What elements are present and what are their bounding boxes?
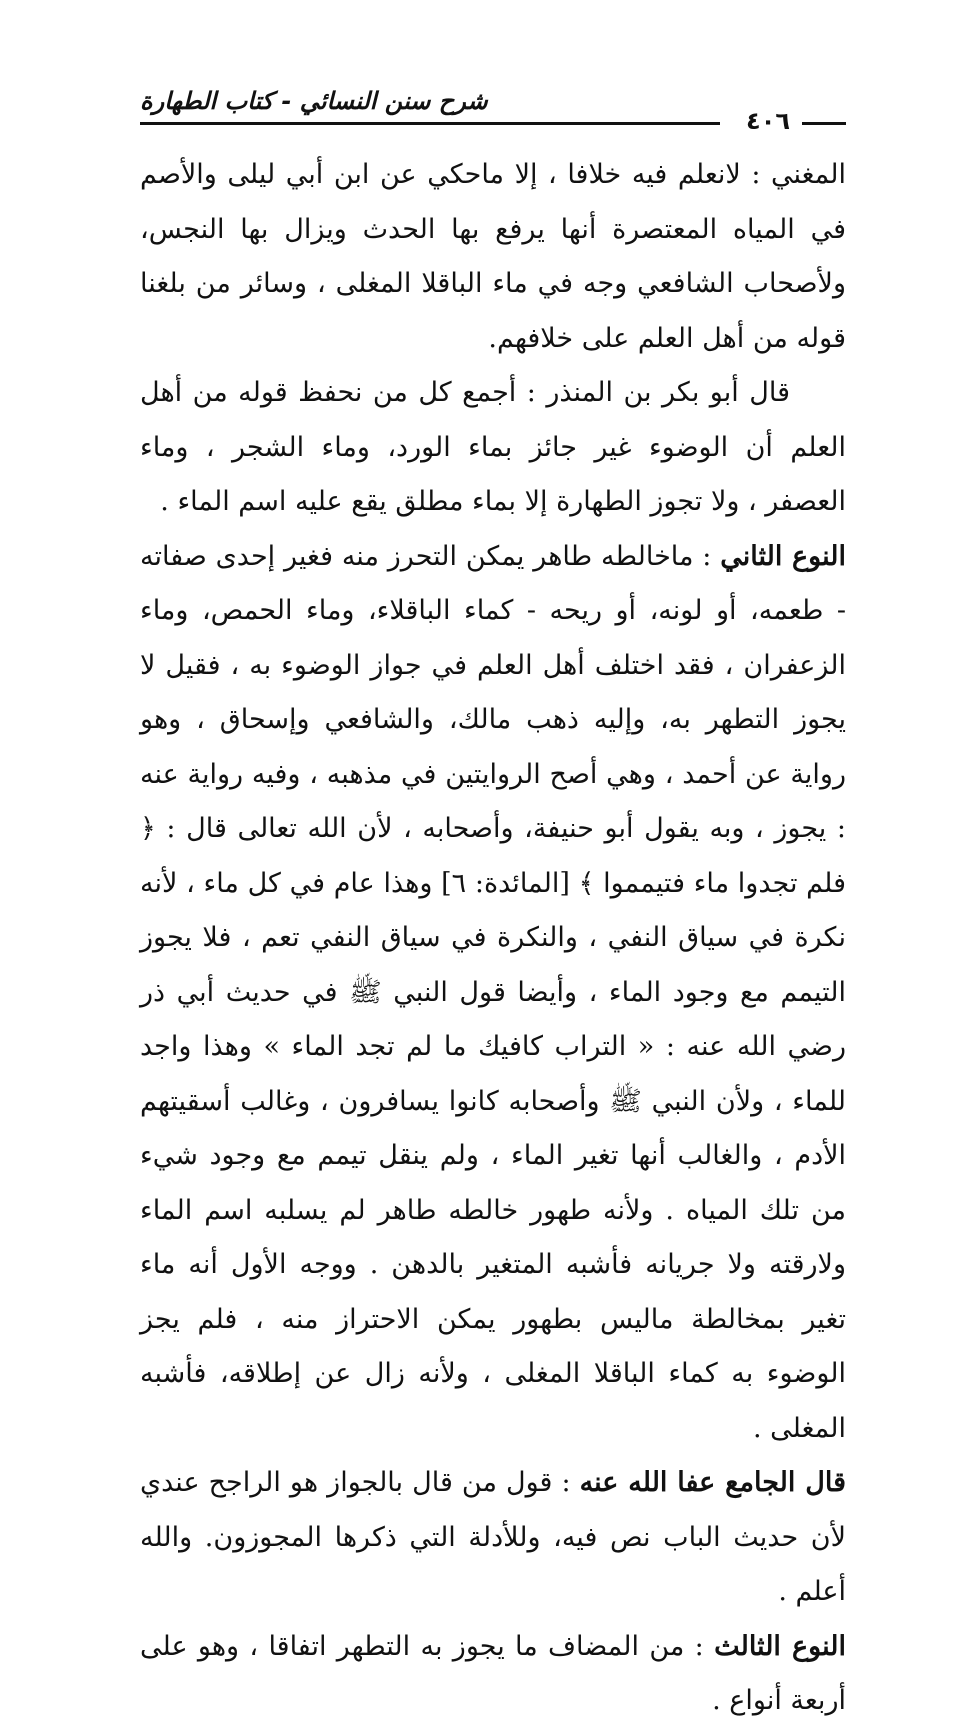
paragraph-text: المغني : لانعلم فيه خلافا ، إلا ماحكي عن ابن أبي ليلى والأصم في المياه المعتصرة أنها يرفع بها الحدث ويزال بها النجس، ولأصحاب الشافعي وجه في ماء الباقلا المغلى ، وسائر من بلغنا قوله من أهل العلم على خلافهم. <box>140 159 846 354</box>
header-title: شرح سنن النسائي - كتاب الطهارة <box>140 87 488 115</box>
paragraph-text: : ماخالطه طاهر يمكن التحرز منه فغير إحدى صفاته - طعمه، أو لونه، أو ريحه - كماء الباقلاء، وماء الحمص، وماء الزعفران ، فقد اختلف أهل العلم في جواز الوضوء به ، فقيل لا يجوز التطهر به، وإليه ذهب مالك، والشافعي وإسحاق ، وهو رواية عن أحمد ، وهي أصح الروايتين في مذهبه ، وفيه رواية عنه : يجوز ، وبه يقول أبو حنيفة، وأصحابه ، لأن الله تعالى قال : ﴿ فلم تجدوا ماء فتيمموا ﴾ [المائدة: ٦] وهذا عام في كل ماء ، لأنه نكرة في سياق النفي ، والنكرة في سياق النفي تعم ، فلا يجوز التيمم مع وجود الماء ، وأيضا قول النبي ﷺ في حديث أبي ذر رضي الله عنه : « التراب كافيك ما لم تجد الماء » وهذا واجد للماء ، ولأن النبي ﷺ وأصحابه كانوا يسافرون ، وغالب أسقيتهم الأدم ، والغالب أنها تغير الماء ، ولم ينقل تيمم مع وجود شيء من تلك المياه . ولأنه طهور خالطه طاهر لم يسلبه اسم الماء ولارقته ولا جريانه فأشبه المتغير بالدهن . ووجه الأول أنه ماء تغير بمخالطة ماليس بطهور يمكن الاحتراز منه ، فلم يجز الوضوء به كماء الباقلا المغلى ، ولأنه زال عن إطلاقه، فأشبه المغلى . <box>140 540 846 1444</box>
page-number: ٤٠٦ <box>740 106 796 136</box>
paragraph <box>140 530 846 1457</box>
paragraph-text: : قول من قال بالجواز هو الراجح عندي لأن حديث الباب نص فيه، وللأدلة التي ذكرها المجوزون. والله أعلم . <box>140 1467 846 1607</box>
paragraph <box>140 148 846 366</box>
section-lead: النوع الثالث <box>714 1630 846 1662</box>
section-lead: النوع الثاني <box>720 540 846 572</box>
body-text <box>140 148 846 1729</box>
paragraph <box>140 1620 846 1729</box>
paragraph <box>140 366 846 530</box>
paragraph-text: قال أبو بكر بن المنذر : أجمع كل من نحفظ قوله من أهل العلم أن الوضوء غير جائز بماء الورد، وماء الشجر ، وماء العصفر ، ولا تجوز الطهارة إلا بماء مطلق يقع عليه اسم الماء . <box>140 377 846 517</box>
header-rule <box>140 122 720 125</box>
paragraph-text: : من المضاف ما يجوز به التطهر اتفاقا ، وهو على أربعة أنواع . <box>140 1630 846 1716</box>
section-lead: قال الجامع عفا الله عنه <box>579 1467 846 1498</box>
running-header <box>140 84 846 135</box>
paragraph <box>140 1456 846 1620</box>
header-rule-short <box>802 122 846 125</box>
